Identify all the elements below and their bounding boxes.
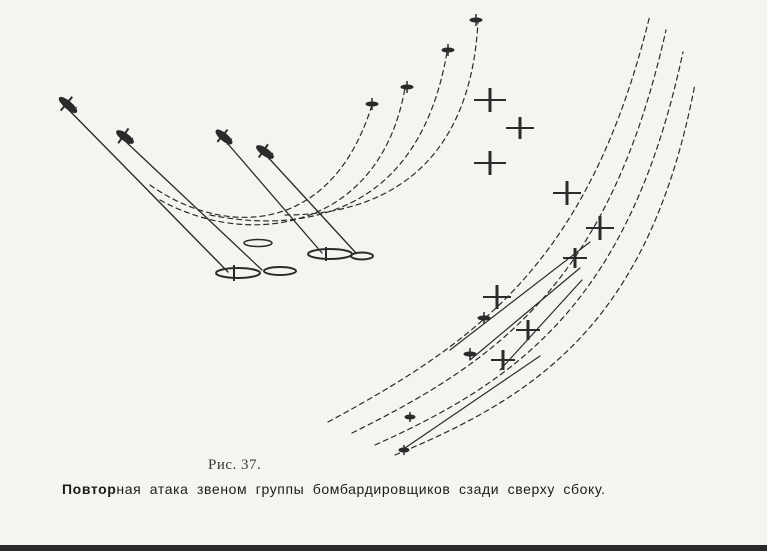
scan-border xyxy=(0,545,767,551)
dashed-exit-path xyxy=(210,52,447,221)
figure-number: Рис. 37. xyxy=(208,457,262,473)
solid-trajectory xyxy=(63,104,228,272)
bomber-aircraft-icon xyxy=(244,240,272,247)
bomber-aircraft-icon xyxy=(474,151,506,175)
fighter-aircraft-icon xyxy=(252,140,278,165)
dashed-trajectory xyxy=(328,15,650,422)
dashed-trajectory xyxy=(352,30,666,433)
caption-bold-part: Повтор xyxy=(62,481,117,497)
bomber-aircraft-icon xyxy=(586,216,614,240)
fighter-aircraft-icon xyxy=(405,412,415,422)
dashed-trajectory xyxy=(395,84,695,455)
right-attack-group xyxy=(328,15,695,455)
fighter-aircraft-icon xyxy=(442,44,454,56)
fighter-aircraft-icon xyxy=(470,14,482,26)
bomber-aircraft-icon xyxy=(308,247,352,261)
fighter-aircraft-icon xyxy=(211,124,237,149)
caption-text: ная атака звеном группы бомбардировщиков сзади сверху сбоку. xyxy=(116,481,606,497)
figure-caption xyxy=(62,481,606,497)
bomber-aircraft-icon xyxy=(351,253,373,260)
bomber-aircraft-icon xyxy=(483,285,511,309)
bomber-aircraft-icon xyxy=(474,88,506,112)
dashed-exit-path xyxy=(150,105,372,217)
dashed-trajectory xyxy=(375,52,683,445)
dashed-exit-path xyxy=(160,88,405,225)
fighter-aircraft-icon xyxy=(464,348,476,360)
bomber-aircraft-icon xyxy=(553,181,581,205)
fighter-aircraft-icon xyxy=(54,91,82,119)
fighter-aircraft-icon xyxy=(366,98,378,110)
left-attack-group xyxy=(63,22,478,272)
bomber-aircraft-icon xyxy=(506,117,534,139)
fighter-aircraft-icon xyxy=(401,81,413,93)
bomber-aircraft-icon xyxy=(264,267,296,275)
bomber-aircraft-icon xyxy=(563,248,587,268)
fighter-aircraft-icon xyxy=(112,124,139,150)
solid-trajectory xyxy=(405,356,540,448)
solid-trajectory xyxy=(470,268,580,360)
